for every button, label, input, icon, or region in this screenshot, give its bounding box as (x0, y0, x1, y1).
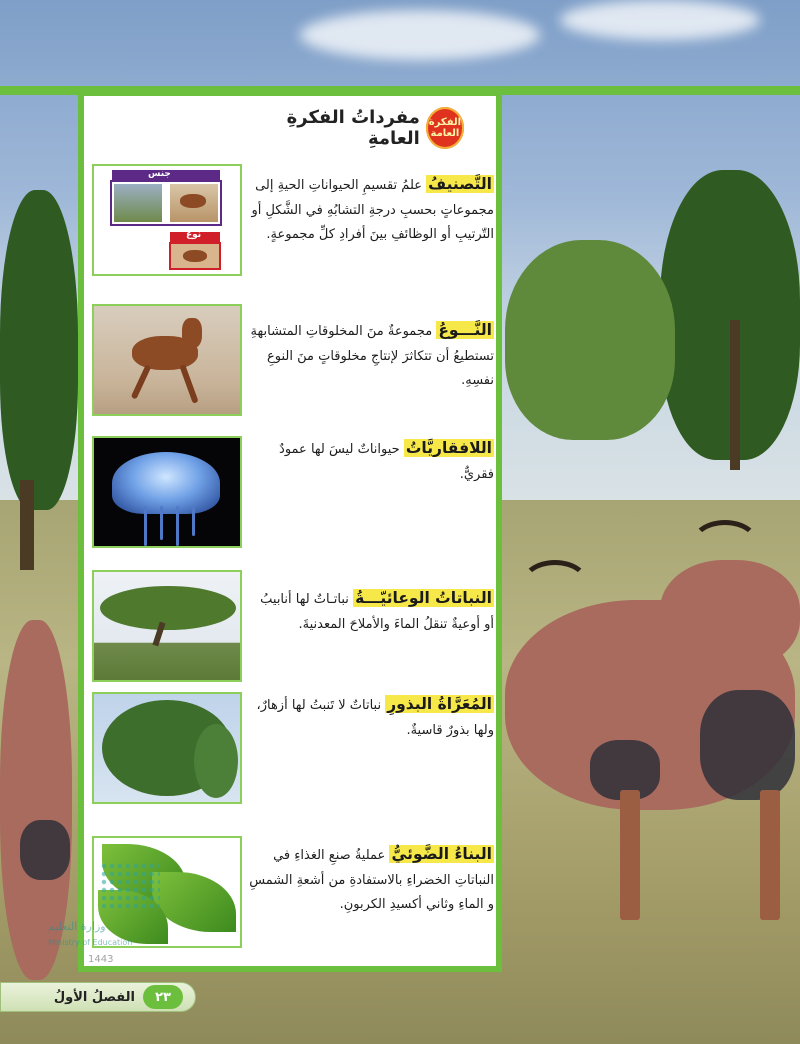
background-tree (505, 240, 675, 440)
vocab-entry (249, 842, 494, 918)
species-frame (169, 242, 221, 270)
tree-trunk (730, 320, 740, 470)
antelope-leg (760, 790, 780, 920)
horse-thumbnail (170, 184, 218, 222)
vocab-term: المُعَرَّاةُ البذورِ (387, 695, 492, 713)
vocab-term: التَّصنيفُ (428, 175, 492, 193)
vocab-definition: مجموعةٌ منَ المخلوقاتِ المتشابهةِ تستطيعُ أن تتكاثرَ لإنتاجِ مخلوقاتٍ منَ النوعِ نفسِهِ. (250, 324, 494, 388)
page-footer (0, 982, 196, 1012)
cloud (300, 10, 540, 60)
genus-label: جنس (148, 169, 171, 179)
tree-crown (100, 586, 236, 630)
species-label: نوع (186, 230, 202, 240)
vocab-entry (249, 318, 494, 394)
big-idea-badge (426, 107, 464, 149)
watermark-subtext: Ministry of Education (48, 938, 133, 947)
jellyfish-tentacle (192, 506, 195, 536)
antelope-horn (690, 520, 760, 570)
vocab-definition: علمُ تقسيمِ الحيواناتِ الحيةِ إلى مجموعاتٍ بحسبِ درجةِ التشابُهِ في الشَّكلِ أو التّرتيبِ أو الوظائفِ بينَ أفرادِ كلِّ مجموعةٍ. (251, 178, 494, 242)
vocab-definition: نباتـاتٌ لها أنابيبُ أو أوعيةٌ تنقلُ الماءَ والأملاحَ المعدنيةَ. (260, 592, 494, 632)
vocab-entry (249, 436, 494, 487)
horse-head (182, 318, 202, 348)
jellyfish-tentacle (176, 506, 179, 546)
tree-trunk (20, 480, 34, 570)
watermark-logo (100, 862, 160, 912)
antelope-marking (700, 690, 795, 800)
vocab-entry (249, 692, 494, 743)
vocab-term: النباتاتُ الوعائيّـــةُ (355, 589, 492, 607)
background-tree (0, 190, 78, 510)
watermark-text: وزارة التعليم (48, 920, 106, 933)
jellyfish-tentacle (144, 506, 147, 546)
classification-diagram (92, 164, 242, 276)
jellyfish-bell (112, 452, 220, 514)
vocab-term: البناءُ الضَّوئيُّ (391, 845, 492, 863)
antelope (660, 560, 800, 670)
vocab-definition: عمليةُ صنعِ الغذاءِ في النباتاتِ الخضراءِ بالاستفادةِ من أشعةِ الشمسِ و الماءِ وثاني أكسيدِ الكربونِ. (249, 848, 494, 912)
vocab-term: اللافقاريَّاتُ (405, 439, 492, 457)
running-horse-photo (92, 304, 242, 416)
acacia-tree-photo (92, 570, 242, 682)
vocab-definition: حيواناتٌ ليسَ لها عمودٌ فقريٌّ. (279, 442, 494, 482)
horse-silhouette (183, 250, 207, 262)
jellyfish-tentacle (160, 506, 163, 540)
chapter-label: الفصلُ الأولُ (53, 989, 135, 1005)
watermark-number: 1443 (88, 954, 114, 965)
donkey-thumbnail (114, 184, 162, 222)
ministry-watermark (48, 862, 158, 972)
vocab-definition: نباتاتٌ لا تَنبتُ لها أزهارٌ، ولها بذورٌ قاسيةٌ. (256, 698, 494, 738)
cypress-tree-photo (92, 692, 242, 804)
page-number: ٢٣ (143, 985, 183, 1009)
cloud (560, 0, 760, 40)
horse-leg (179, 364, 198, 404)
horse-silhouette (180, 194, 206, 208)
horse-leg (131, 364, 152, 399)
badge-label: الفكرة العامة (428, 117, 462, 139)
vocab-entry (249, 586, 494, 637)
page-title: مفرداتُ الفكرةِ العامةِ (286, 107, 420, 149)
vocab-entry (249, 172, 494, 248)
antelope-horn (520, 560, 590, 610)
antelope-leg (620, 790, 640, 920)
vocab-term: النَّـــوعُ (438, 321, 492, 339)
jellyfish-photo (92, 436, 242, 548)
panel-header (246, 104, 464, 152)
tree-crown (194, 724, 238, 798)
